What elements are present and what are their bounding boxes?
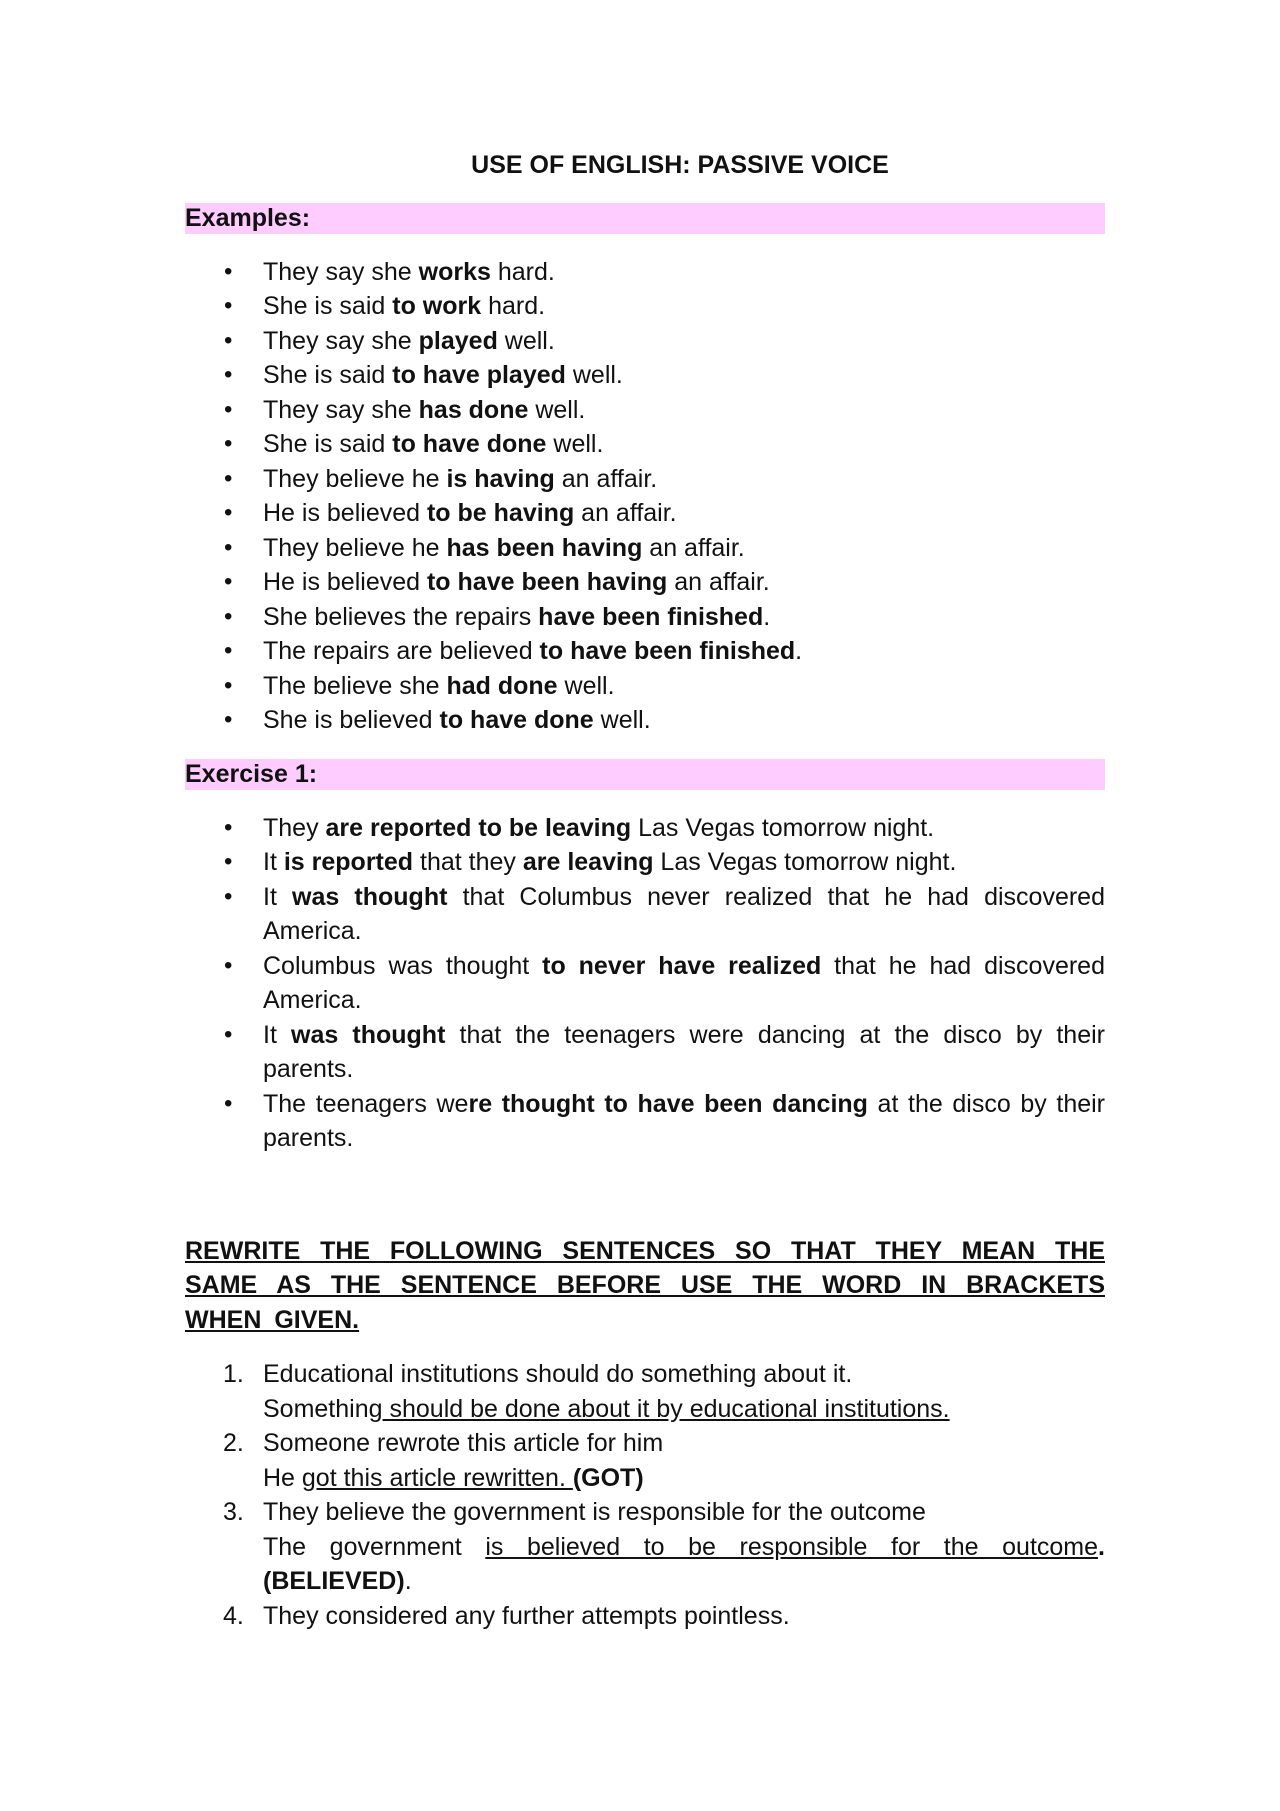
list-item [185,600,1105,635]
text-run: well. [497,326,555,355]
text-run: . [795,637,803,665]
text-run: She is said [263,430,393,458]
text-run: an affair. [554,464,658,493]
list-item [185,496,1105,531]
bold-text: is having [446,464,555,493]
rewrite-item [185,1357,1105,1426]
bold-text: has done [418,395,529,424]
text-run: He [263,1463,302,1492]
list-item [185,565,1105,600]
text-run: She believes the repairs [263,602,539,631]
bold-text: is reported [283,848,414,876]
bold-text: to have been having [426,568,668,596]
text-run: They believe he [263,464,447,493]
rewrite-item [185,1426,1105,1495]
item-number: 2. [223,1429,244,1457]
text-run: They say she [263,395,419,424]
page-title: USE OF ENGLISH: PASSIVE VOICE [471,151,889,179]
text-run: The repairs are believed [263,637,540,665]
text-run: well. [557,671,615,700]
text-run: hard. [481,292,546,320]
text-run: at the disco by their parents. [263,1089,1106,1152]
bold-text: (BELIEVED) [263,1567,405,1595]
text-run: Columbus was thought [263,951,543,980]
bold-text: to be having [426,499,575,527]
list-item [185,845,1105,880]
bold-text: . [1098,1532,1105,1561]
bold-text: to have been finished [539,637,796,665]
list-item [185,358,1105,393]
text-run: hard. [490,257,555,286]
list-item [185,811,1105,846]
item-number: 3. [223,1498,244,1526]
text-run: They say she [263,326,419,355]
bold-text: was thought [291,1020,446,1049]
list-item [185,880,1105,949]
rewrite-item [185,1495,1105,1599]
bold-text: to have done [439,706,594,734]
list-item [185,462,1105,497]
text-run: It [263,882,293,911]
rewrite-task-list [185,1357,1105,1633]
text-run: Something [263,1394,383,1423]
bold-text: played [418,326,498,355]
text-run: The teenagers we [263,1089,469,1118]
bold-text: are reported to be leaving [325,813,632,842]
text-run: She is said [263,292,393,320]
list-item [185,427,1105,462]
text-run: Someone rewrote this article for him [263,1429,664,1457]
text-run: They [263,813,326,842]
text-run: He is believed [263,568,427,596]
text-run: an affair. [667,568,770,596]
original-sentence [263,1599,1105,1634]
text-run: . [763,602,771,631]
list-item [185,324,1105,359]
list-item [185,393,1105,428]
list-item [185,255,1105,290]
text-run: an affair. [642,533,745,562]
text-run: He is believed [263,499,427,527]
list-item [185,1018,1105,1087]
document-page [185,148,1105,1633]
rewritten-sentence [263,1530,1105,1599]
text-run: They believe he [263,533,447,562]
underlined-answer: got this article rewritten. [301,1463,573,1492]
text-run: Educational institutions should do something about it. [263,1360,853,1388]
list-item [185,669,1105,704]
exercise1-heading: Exercise 1: [185,759,1105,790]
original-sentence [263,1495,1105,1530]
examples-heading: Examples: [185,203,1105,234]
list-item [185,289,1105,324]
text-run: Las Vegas tomorrow night. [653,848,957,876]
text-run: that Columbus never realized that he had discovered America. [263,882,1105,945]
original-sentence [263,1357,1105,1392]
text-run: an affair. [574,499,677,527]
list-item [185,703,1105,738]
bold-text: (GOT) [572,1463,644,1492]
bold-text: to never have realized [542,951,822,980]
text-run: well. [528,395,586,424]
text-run: well. [593,706,651,734]
bold-text: had done [446,671,558,700]
examples-list [185,255,1105,738]
text-run: She is said [263,361,393,389]
item-number: 4. [223,1601,244,1630]
text-run: They considered any further attempts pointless. [263,1601,790,1630]
rewritten-sentence [263,1461,1105,1496]
list-item [185,634,1105,669]
bold-text: have been finished [538,602,764,631]
rewrite-instructions: REWRITE THE FOLLOWING SENTENCES SO THAT THEY MEAN THE SAME AS THE SENTENCE BEFORE USE THE WORD IN BRACKETS WHEN GIVEN. [185,1236,1105,1334]
text-run: It [263,848,284,876]
list-item [185,531,1105,566]
text-run: . [404,1567,412,1595]
text-run: They believe the government is responsible for the outcome [263,1498,926,1526]
text-run: that they [413,848,523,876]
exercise1-list [185,811,1105,1156]
text-run: Las Vegas tomorrow night. [631,813,935,842]
list-item [185,949,1105,1018]
text-run: They say she [263,257,419,286]
bold-text: to work [392,292,482,320]
bold-text: was thought [292,882,448,911]
bold-text: to have played [392,361,566,389]
original-sentence [263,1426,1105,1461]
bold-text: has been having [446,533,643,562]
rewritten-sentence [263,1392,1105,1427]
text-run: that the teenagers were dancing at the disco by their parents. [263,1020,1105,1083]
bold-text: to have done [392,430,547,458]
rewrite-item [185,1599,1105,1634]
text-run: The government [263,1532,486,1561]
bold-text: are leaving [522,848,654,876]
text-run: She is believed [263,706,440,734]
text-run: that he had discovered America. [263,951,1105,1014]
bold-text: re thought to have been dancing [468,1089,868,1118]
list-item [185,1087,1105,1156]
item-number: 1. [223,1360,244,1388]
underlined-answer: is believed to be responsible for the outcome [485,1532,1099,1561]
text-run: well. [546,430,604,458]
text-run: It [263,1020,292,1049]
text-run: well. [565,361,623,389]
text-run: The believe she [263,671,447,700]
underlined-answer: should be done about it by educational institutions. [382,1394,950,1423]
bold-text: works [418,257,491,286]
